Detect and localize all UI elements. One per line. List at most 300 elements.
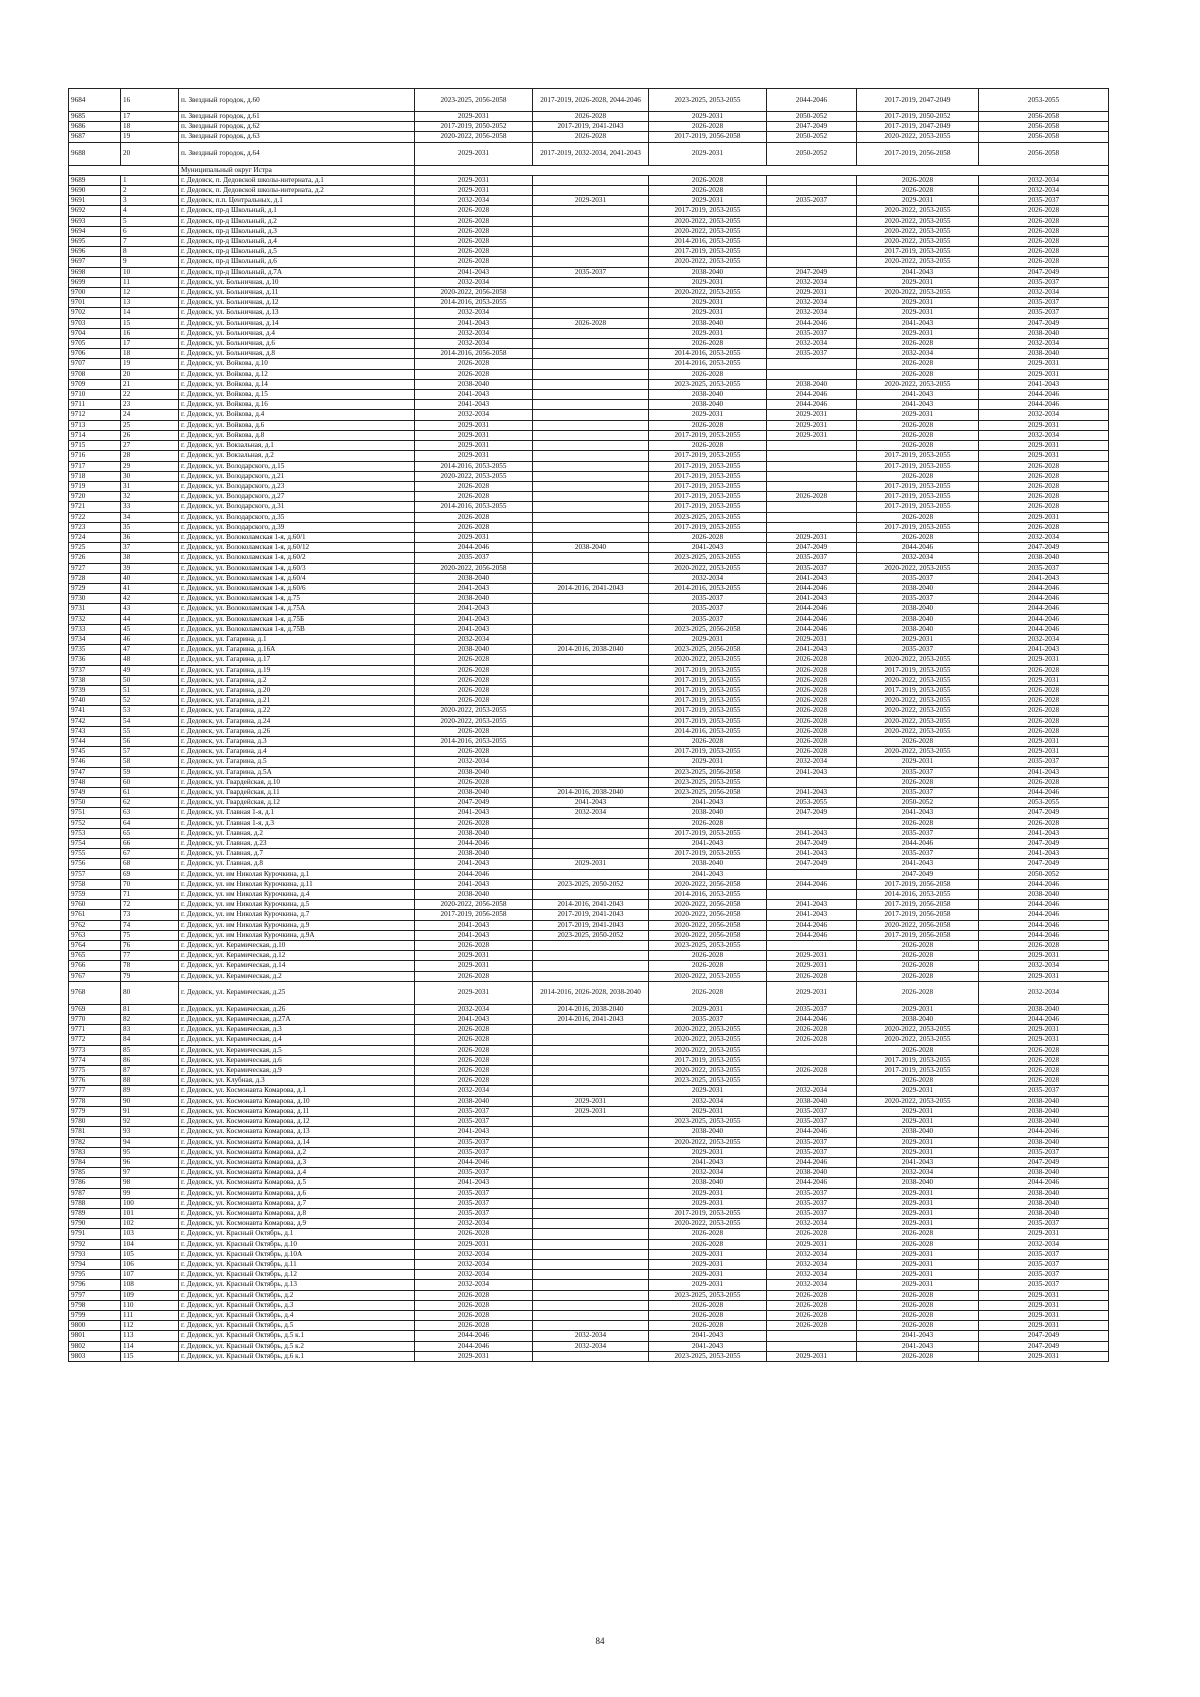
period-3-cell: 2032-2034 bbox=[649, 1168, 767, 1178]
row-id-cell: 9691 bbox=[69, 196, 121, 206]
row-number-cell: 50 bbox=[121, 675, 179, 685]
period-1-cell: 2020-2022, 2056-2058 bbox=[415, 288, 533, 298]
period-5-cell: 2017-2019, 2053-2055 bbox=[857, 481, 979, 491]
period-6-cell: 2032-2034 bbox=[979, 339, 1109, 349]
period-4-cell bbox=[767, 1055, 857, 1065]
period-5-cell: 2020-2022, 2053-2055 bbox=[857, 696, 979, 706]
period-5-cell: 2020-2022, 2053-2055 bbox=[857, 716, 979, 726]
row-number-cell: 68 bbox=[121, 859, 179, 869]
period-1-cell: 2032-2034 bbox=[415, 308, 533, 318]
period-4-cell: 2053-2055 bbox=[767, 798, 857, 808]
period-4-cell: 2044-2046 bbox=[767, 920, 857, 930]
table-row bbox=[69, 288, 1109, 298]
address-cell: г. Дедовск, п.п. Центральных, д.1 bbox=[179, 196, 415, 206]
address-cell: г. Дедовск, ул. Космонавта Комарова, д.12 bbox=[179, 1117, 415, 1127]
period-3-cell: 2020-2022, 2053-2055 bbox=[649, 971, 767, 981]
period-1-cell: 2041-2043 bbox=[415, 930, 533, 940]
table-row bbox=[69, 767, 1109, 777]
table-body bbox=[69, 89, 1109, 1362]
table-row bbox=[69, 1004, 1109, 1014]
row-number-cell: 8 bbox=[121, 247, 179, 257]
table-row bbox=[69, 951, 1109, 961]
table-row bbox=[69, 849, 1109, 859]
period-5-cell: 2020-2022, 2053-2055 bbox=[857, 206, 979, 216]
row-id-cell: 9752 bbox=[69, 818, 121, 828]
address-cell: г. Дедовск, ул. Главная 1-я, д.3 bbox=[179, 818, 415, 828]
period-6-cell: 2029-2031 bbox=[979, 971, 1109, 981]
table-row bbox=[69, 665, 1109, 675]
period-2-cell bbox=[533, 186, 649, 196]
period-6-cell: 2032-2034 bbox=[979, 532, 1109, 542]
period-5-cell: 2038-2040 bbox=[857, 614, 979, 624]
period-6-cell: 2026-2028 bbox=[979, 941, 1109, 951]
row-number-cell: 16 bbox=[121, 328, 179, 338]
period-1-cell: 2017-2019, 2050-2052 bbox=[415, 122, 533, 132]
table-row bbox=[69, 277, 1109, 287]
address-cell: г. Дедовск, ул. Волоколамская 1-я, д.75В bbox=[179, 624, 415, 634]
period-4-cell: 2047-2049 bbox=[767, 543, 857, 553]
row-id-cell: 9761 bbox=[69, 910, 121, 920]
row-id-cell: 9720 bbox=[69, 492, 121, 502]
address-cell: г. Дедовск, ул. Космонавта Комарова, д.4 bbox=[179, 1168, 415, 1178]
period-4-cell: 2026-2028 bbox=[767, 492, 857, 502]
period-6-cell: 2026-2028 bbox=[979, 696, 1109, 706]
row-id-cell: 9751 bbox=[69, 808, 121, 818]
row-number-cell: 102 bbox=[121, 1219, 179, 1229]
period-1-cell: 2026-2028 bbox=[415, 777, 533, 787]
row-id-cell: 9747 bbox=[69, 767, 121, 777]
period-6-cell: 2044-2046 bbox=[979, 920, 1109, 930]
period-2-cell: 2038-2040 bbox=[533, 543, 649, 553]
period-2-cell bbox=[533, 747, 649, 757]
period-4-cell: 2047-2049 bbox=[767, 808, 857, 818]
table-row bbox=[69, 573, 1109, 583]
period-4-cell: 2026-2028 bbox=[767, 675, 857, 685]
period-3-cell: 2041-2043 bbox=[649, 1341, 767, 1351]
period-1-cell: 2044-2046 bbox=[415, 1157, 533, 1167]
period-2-cell: 2014-2016, 2038-2040 bbox=[533, 1004, 649, 1014]
period-4-cell bbox=[767, 237, 857, 247]
table-row bbox=[69, 1259, 1109, 1269]
row-number-cell: 67 bbox=[121, 849, 179, 859]
row-id-cell: 9778 bbox=[69, 1096, 121, 1106]
address-cell: г. Дедовск, ул. Главная 1-я, д.1 bbox=[179, 808, 415, 818]
table-row bbox=[69, 757, 1109, 767]
address-cell: г. Дедовск, пр-д Школьный, д.4 bbox=[179, 237, 415, 247]
period-2-cell bbox=[533, 1117, 649, 1127]
row-id-cell: 9746 bbox=[69, 757, 121, 767]
period-5-cell: 2017-2019, 2053-2055 bbox=[857, 461, 979, 471]
period-2-cell: 2014-2016, 2026-2028, 2038-2040 bbox=[533, 981, 649, 1004]
period-4-cell: 2029-2031 bbox=[767, 430, 857, 440]
period-6-cell: 2029-2031 bbox=[979, 1300, 1109, 1310]
period-3-cell: 2014-2016, 2053-2055 bbox=[649, 349, 767, 359]
period-3-cell: 2029-2031 bbox=[649, 277, 767, 287]
period-4-cell: 2044-2046 bbox=[767, 89, 857, 112]
table-row bbox=[69, 1280, 1109, 1290]
row-number-cell: 55 bbox=[121, 726, 179, 736]
period-2-cell bbox=[533, 502, 649, 512]
period-1-cell: 2038-2040 bbox=[415, 788, 533, 798]
address-cell: п. Звездный городок, д.63 bbox=[179, 132, 415, 142]
period-3-cell: 2020-2022, 2053-2055 bbox=[649, 288, 767, 298]
row-id-cell: 9715 bbox=[69, 441, 121, 451]
period-4-cell: 2035-2037 bbox=[767, 1137, 857, 1147]
row-id-cell: 9719 bbox=[69, 481, 121, 491]
period-4-cell: 2032-2034 bbox=[767, 1270, 857, 1280]
address-cell: г. Дедовск, ул. Волоколамская 1-я, д.60/2 bbox=[179, 553, 415, 563]
period-6-cell: 2035-2037 bbox=[979, 1270, 1109, 1280]
period-2-cell bbox=[533, 481, 649, 491]
period-1-cell: 2035-2037 bbox=[415, 1147, 533, 1157]
period-2-cell bbox=[533, 1086, 649, 1096]
address-cell: г. Дедовск, ул. Керамическая, д.4 bbox=[179, 1035, 415, 1045]
period-6-cell: 2026-2028 bbox=[979, 461, 1109, 471]
period-5-cell: 2026-2028 bbox=[857, 941, 979, 951]
period-5-cell: 2026-2028 bbox=[857, 532, 979, 542]
table-row bbox=[69, 736, 1109, 746]
period-1-cell: 2041-2043 bbox=[415, 604, 533, 614]
row-number-cell: 91 bbox=[121, 1106, 179, 1116]
period-3-cell: 2017-2019, 2053-2055 bbox=[649, 451, 767, 461]
period-6-cell: 2026-2028 bbox=[979, 206, 1109, 216]
period-6-cell: 2032-2034 bbox=[979, 186, 1109, 196]
period-1-cell: 2026-2028 bbox=[415, 1076, 533, 1086]
table-row bbox=[69, 247, 1109, 257]
row-number-cell: 61 bbox=[121, 788, 179, 798]
period-4-cell: 2047-2049 bbox=[767, 267, 857, 277]
period-3-cell: 2038-2040 bbox=[649, 859, 767, 869]
period-6-cell: 2029-2031 bbox=[979, 1321, 1109, 1331]
table-row bbox=[69, 1351, 1109, 1361]
period-5-cell: 2035-2037 bbox=[857, 767, 979, 777]
period-1-cell: 2029-2031 bbox=[415, 961, 533, 971]
row-number-cell: 54 bbox=[121, 716, 179, 726]
period-3-cell: 2029-2031 bbox=[649, 298, 767, 308]
period-2-cell bbox=[533, 175, 649, 185]
period-4-cell bbox=[767, 522, 857, 532]
period-2-cell bbox=[533, 1219, 649, 1229]
period-2-cell bbox=[533, 237, 649, 247]
row-number-cell: 36 bbox=[121, 532, 179, 542]
period-1-cell: 2038-2040 bbox=[415, 1096, 533, 1106]
period-1-cell: 2020-2022, 2056-2058 bbox=[415, 132, 533, 142]
period-5-cell: 2029-2031 bbox=[857, 277, 979, 287]
period-1-cell: 2026-2028 bbox=[415, 216, 533, 226]
period-4-cell: 2026-2028 bbox=[767, 1025, 857, 1035]
period-5-cell: 2020-2022, 2053-2055 bbox=[857, 226, 979, 236]
period-6-cell: 2047-2049 bbox=[979, 839, 1109, 849]
table-row bbox=[69, 930, 1109, 940]
period-3-cell: 2026-2028 bbox=[649, 420, 767, 430]
period-6-cell: 2026-2028 bbox=[979, 226, 1109, 236]
period-6-cell: 2038-2040 bbox=[979, 328, 1109, 338]
period-6-cell: 2038-2040 bbox=[979, 1208, 1109, 1218]
row-number-cell: 17 bbox=[121, 112, 179, 122]
period-1-cell: 2038-2040 bbox=[415, 645, 533, 655]
period-3-cell: 2017-2019, 2053-2055 bbox=[649, 675, 767, 685]
period-1-cell: 2038-2040 bbox=[415, 828, 533, 838]
table-row bbox=[69, 1035, 1109, 1045]
row-id-cell: 9784 bbox=[69, 1157, 121, 1167]
address-cell: п. Звездный городок, д.61 bbox=[179, 112, 415, 122]
period-6-cell: 2026-2028 bbox=[979, 777, 1109, 787]
period-5-cell: 2026-2028 bbox=[857, 981, 979, 1004]
period-4-cell bbox=[767, 216, 857, 226]
period-2-cell bbox=[533, 1025, 649, 1035]
address-cell: г. Дедовск, пр-д Школьный, д.3 bbox=[179, 226, 415, 236]
table-row bbox=[69, 1045, 1109, 1055]
table-row bbox=[69, 237, 1109, 247]
row-id-cell: 9794 bbox=[69, 1259, 121, 1269]
section-spacer-cell bbox=[69, 165, 179, 175]
address-cell: г. Дедовск, ул. Красный Октябрь, д.10А bbox=[179, 1249, 415, 1259]
period-2-cell bbox=[533, 1147, 649, 1157]
address-cell: г. Дедовск, ул. Керамическая, д.9 bbox=[179, 1066, 415, 1076]
table-row bbox=[69, 132, 1109, 142]
period-1-cell: 2029-2031 bbox=[415, 1351, 533, 1361]
period-1-cell: 2029-2031 bbox=[415, 951, 533, 961]
row-number-cell: 74 bbox=[121, 920, 179, 930]
address-cell: г. Дедовск, ул. Красный Октябрь, д.11 bbox=[179, 1259, 415, 1269]
row-number-cell: 7 bbox=[121, 237, 179, 247]
address-cell: г. Дедовск, ул. Керамическая, д.12 bbox=[179, 951, 415, 961]
table-row bbox=[69, 1310, 1109, 1320]
address-cell: г. Дедовск, ул. Гвардейская, д.11 bbox=[179, 788, 415, 798]
row-id-cell: 9723 bbox=[69, 522, 121, 532]
address-cell: г. Дедовск, ул. Гагарина, д.4 bbox=[179, 747, 415, 757]
period-2-cell bbox=[533, 563, 649, 573]
table-row bbox=[69, 726, 1109, 736]
period-1-cell: 2035-2037 bbox=[415, 1117, 533, 1127]
period-2-cell bbox=[533, 839, 649, 849]
period-2-cell bbox=[533, 522, 649, 532]
period-1-cell: 2014-2016, 2053-2055 bbox=[415, 461, 533, 471]
row-id-cell: 9781 bbox=[69, 1127, 121, 1137]
table-row bbox=[69, 318, 1109, 328]
table-row bbox=[69, 1239, 1109, 1249]
period-4-cell: 2029-2031 bbox=[767, 410, 857, 420]
address-cell: г. Дедовск, ул. Космонавта Комарова, д.10 bbox=[179, 1096, 415, 1106]
period-4-cell: 2035-2037 bbox=[767, 349, 857, 359]
period-1-cell: 2023-2025, 2056-2058 bbox=[415, 89, 533, 112]
period-3-cell: 2023-2025, 2053-2055 bbox=[649, 512, 767, 522]
period-6-cell: 2038-2040 bbox=[979, 1096, 1109, 1106]
address-cell: г. Дедовск, ул. Волоколамская 1-я, д.60/1 bbox=[179, 532, 415, 542]
period-2-cell bbox=[533, 614, 649, 624]
row-id-cell: 9704 bbox=[69, 328, 121, 338]
period-1-cell: 2026-2028 bbox=[415, 369, 533, 379]
table-row bbox=[69, 142, 1109, 165]
period-5-cell: 2035-2037 bbox=[857, 573, 979, 583]
period-1-cell: 2020-2022, 2053-2055 bbox=[415, 471, 533, 481]
period-2-cell bbox=[533, 339, 649, 349]
table-row bbox=[69, 226, 1109, 236]
period-3-cell: 2017-2019, 2053-2055 bbox=[649, 471, 767, 481]
table-row bbox=[69, 461, 1109, 471]
period-1-cell: 2032-2034 bbox=[415, 1219, 533, 1229]
row-id-cell: 9773 bbox=[69, 1045, 121, 1055]
row-number-cell: 112 bbox=[121, 1321, 179, 1331]
period-1-cell: 2041-2043 bbox=[415, 808, 533, 818]
row-id-cell: 9791 bbox=[69, 1229, 121, 1239]
period-1-cell: 2029-2031 bbox=[415, 430, 533, 440]
address-cell: г. Дедовск, ул. Гагарина, д.3 bbox=[179, 736, 415, 746]
table-row bbox=[69, 553, 1109, 563]
row-id-cell: 9769 bbox=[69, 1004, 121, 1014]
row-number-cell: 53 bbox=[121, 706, 179, 716]
period-4-cell: 2041-2043 bbox=[767, 594, 857, 604]
row-id-cell: 9735 bbox=[69, 645, 121, 655]
table-row bbox=[69, 1096, 1109, 1106]
period-5-cell: 2020-2022, 2053-2055 bbox=[857, 726, 979, 736]
address-cell: г. Дедовск, ул. Волоколамская 1-я, д.60/12 bbox=[179, 543, 415, 553]
period-3-cell: 2023-2025, 2056-2058 bbox=[649, 788, 767, 798]
period-4-cell bbox=[767, 502, 857, 512]
period-2-cell bbox=[533, 604, 649, 614]
table-row bbox=[69, 1066, 1109, 1076]
row-id-cell: 9693 bbox=[69, 216, 121, 226]
period-3-cell: 2017-2019, 2053-2055 bbox=[649, 716, 767, 726]
period-2-cell bbox=[533, 890, 649, 900]
period-2-cell: 2014-2016, 2038-2040 bbox=[533, 645, 649, 655]
period-5-cell: 2038-2040 bbox=[857, 604, 979, 614]
address-cell: г. Дедовск, ул. им Николая Курочкина, д.4 bbox=[179, 890, 415, 900]
period-1-cell: 2044-2046 bbox=[415, 839, 533, 849]
period-2-cell bbox=[533, 1321, 649, 1331]
period-4-cell: 2035-2037 bbox=[767, 1198, 857, 1208]
address-cell: г. Дедовск, ул. Гвардейская, д.12 bbox=[179, 798, 415, 808]
address-cell: г. Дедовск, ул. Космонавта Комарова, д.5 bbox=[179, 1178, 415, 1188]
period-1-cell: 2032-2034 bbox=[415, 1270, 533, 1280]
table-row bbox=[69, 420, 1109, 430]
row-number-cell: 13 bbox=[121, 298, 179, 308]
period-2-cell bbox=[533, 655, 649, 665]
period-1-cell: 2035-2037 bbox=[415, 1106, 533, 1116]
period-4-cell bbox=[767, 226, 857, 236]
period-2-cell bbox=[533, 1198, 649, 1208]
row-id-cell: 9753 bbox=[69, 828, 121, 838]
row-id-cell: 9714 bbox=[69, 430, 121, 440]
period-6-cell: 2032-2034 bbox=[979, 961, 1109, 971]
period-2-cell: 2029-2031 bbox=[533, 196, 649, 206]
period-6-cell: 2047-2049 bbox=[979, 1341, 1109, 1351]
period-1-cell: 2026-2028 bbox=[415, 512, 533, 522]
address-cell: г. Дедовск, ул. Красный Октябрь, д.5 bbox=[179, 1321, 415, 1331]
period-6-cell: 2029-2031 bbox=[979, 1035, 1109, 1045]
period-1-cell: 2044-2046 bbox=[415, 1331, 533, 1341]
period-3-cell: 2041-2043 bbox=[649, 1331, 767, 1341]
period-1-cell: 2041-2043 bbox=[415, 400, 533, 410]
period-5-cell: 2041-2043 bbox=[857, 1157, 979, 1167]
table-row bbox=[69, 369, 1109, 379]
period-1-cell: 2026-2028 bbox=[415, 492, 533, 502]
address-cell: г. Дедовск, ул. им Николая Курочкина, д.1 bbox=[179, 869, 415, 879]
period-3-cell: 2017-2019, 2053-2055 bbox=[649, 747, 767, 757]
period-3-cell: 2029-2031 bbox=[649, 112, 767, 122]
period-6-cell: 2035-2037 bbox=[979, 1280, 1109, 1290]
row-number-cell: 56 bbox=[121, 736, 179, 746]
period-2-cell bbox=[533, 226, 649, 236]
period-1-cell: 2020-2022, 2056-2058 bbox=[415, 900, 533, 910]
row-number-cell: 17 bbox=[121, 339, 179, 349]
row-id-cell: 9695 bbox=[69, 237, 121, 247]
period-6-cell: 2038-2040 bbox=[979, 890, 1109, 900]
period-1-cell: 2044-2046 bbox=[415, 1341, 533, 1351]
row-number-cell: 18 bbox=[121, 349, 179, 359]
address-cell: г. Дедовск, ул. Волоколамская 1-я, д.75Б bbox=[179, 614, 415, 624]
row-number-cell: 44 bbox=[121, 614, 179, 624]
register-table bbox=[68, 88, 1109, 1362]
period-6-cell: 2035-2037 bbox=[979, 298, 1109, 308]
row-number-cell: 33 bbox=[121, 502, 179, 512]
period-1-cell: 2026-2028 bbox=[415, 675, 533, 685]
period-1-cell: 2026-2028 bbox=[415, 1045, 533, 1055]
row-number-cell: 63 bbox=[121, 808, 179, 818]
period-1-cell: 2029-2031 bbox=[415, 420, 533, 430]
address-cell: г. Дедовск, ул. Керамическая, д.26 bbox=[179, 1004, 415, 1014]
row-number-cell: 15 bbox=[121, 318, 179, 328]
period-3-cell: 2041-2043 bbox=[649, 1157, 767, 1167]
row-id-cell: 9713 bbox=[69, 420, 121, 430]
period-1-cell: 2020-2022, 2053-2055 bbox=[415, 716, 533, 726]
period-4-cell: 2041-2043 bbox=[767, 645, 857, 655]
period-6-cell: 2026-2028 bbox=[979, 1045, 1109, 1055]
period-5-cell: 2050-2052 bbox=[857, 798, 979, 808]
period-4-cell bbox=[767, 359, 857, 369]
period-1-cell: 2026-2028 bbox=[415, 726, 533, 736]
period-4-cell: 2026-2028 bbox=[767, 665, 857, 675]
period-5-cell: 2029-2031 bbox=[857, 298, 979, 308]
period-6-cell: 2029-2031 bbox=[979, 1229, 1109, 1239]
period-1-cell: 2032-2034 bbox=[415, 196, 533, 206]
row-id-cell: 9748 bbox=[69, 777, 121, 787]
period-4-cell: 2044-2046 bbox=[767, 400, 857, 410]
table-row bbox=[69, 339, 1109, 349]
row-id-cell: 9718 bbox=[69, 471, 121, 481]
period-5-cell: 2014-2016, 2053-2055 bbox=[857, 890, 979, 900]
period-4-cell: 2029-2031 bbox=[767, 1239, 857, 1249]
period-4-cell: 2032-2034 bbox=[767, 298, 857, 308]
period-5-cell: 2041-2043 bbox=[857, 390, 979, 400]
period-5-cell: 2017-2019, 2053-2055 bbox=[857, 1066, 979, 1076]
period-5-cell: 2026-2028 bbox=[857, 818, 979, 828]
period-5-cell: 2026-2028 bbox=[857, 1045, 979, 1055]
row-number-cell: 111 bbox=[121, 1310, 179, 1320]
period-4-cell: 2041-2043 bbox=[767, 828, 857, 838]
row-id-cell: 9727 bbox=[69, 563, 121, 573]
address-cell: г. Дедовск, ул. Гагарина, д.26 bbox=[179, 726, 415, 736]
period-6-cell: 2035-2037 bbox=[979, 757, 1109, 767]
period-6-cell: 2038-2040 bbox=[979, 553, 1109, 563]
address-cell: г. Дедовск, ул. Космонавта Комарова, д.2 bbox=[179, 1147, 415, 1157]
row-number-cell: 14 bbox=[121, 308, 179, 318]
address-cell: г. Дедовск, ул. Войкова, д.15 bbox=[179, 390, 415, 400]
period-3-cell: 2041-2043 bbox=[649, 839, 767, 849]
period-2-cell bbox=[533, 706, 649, 716]
row-id-cell: 9724 bbox=[69, 532, 121, 542]
table-row bbox=[69, 706, 1109, 716]
period-1-cell: 2035-2037 bbox=[415, 1137, 533, 1147]
period-1-cell: 2047-2049 bbox=[415, 798, 533, 808]
period-1-cell: 2041-2043 bbox=[415, 614, 533, 624]
period-6-cell: 2029-2031 bbox=[979, 512, 1109, 522]
address-cell: г. Дедовск, ул. Керамическая, д.14 bbox=[179, 961, 415, 971]
table-row bbox=[69, 112, 1109, 122]
period-5-cell: 2017-2019, 2047-2049 bbox=[857, 122, 979, 132]
period-5-cell: 2026-2028 bbox=[857, 369, 979, 379]
period-3-cell: 2026-2028 bbox=[649, 186, 767, 196]
